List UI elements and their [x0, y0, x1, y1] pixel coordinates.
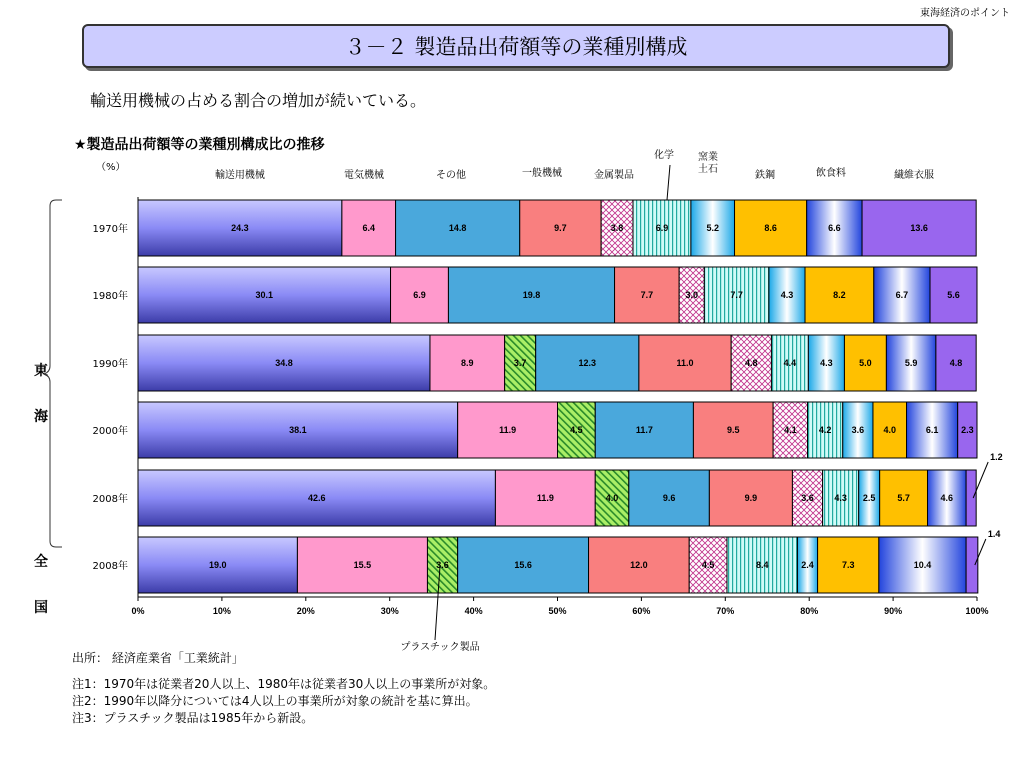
chart-title: ★製造品出荷額等の業種別構成比の推移 [74, 137, 325, 153]
data-label: 11.7 [635, 425, 653, 435]
data-label: 4.5 [570, 425, 583, 435]
slide-title: ３－２ 製造品出荷額等の業種別構成 [344, 35, 688, 59]
legend-label-cat6: 化学 [654, 150, 674, 161]
data-label: 30.1 [255, 290, 274, 300]
region-label-tokai-1: 東 [34, 363, 48, 379]
legend-label-cat8: 鉄鋼 [755, 170, 775, 181]
source-note: 出所： 経済産業省「工業統計」 [72, 651, 244, 665]
legend-label-cat7: 窯業 [698, 152, 718, 163]
notes-block [72, 676, 495, 727]
data-label: 6.6 [828, 223, 841, 233]
data-label: 1.4 [987, 529, 1001, 539]
data-label: 38.1 [289, 425, 307, 435]
legend-label-cat3: その他 [436, 170, 466, 181]
legend-label-cat7: 土石 [698, 164, 718, 175]
data-label: 3.6 [851, 425, 865, 435]
data-label: 13.6 [910, 223, 928, 233]
x-tick-label: 40% [464, 606, 483, 616]
data-label: 6.7 [895, 290, 909, 300]
data-label: 15.5 [353, 560, 372, 570]
x-tick-label: 60% [632, 606, 651, 616]
note-1: 注1：1970年は従業者20人以上、1980年は従業者30人以上の事業所が対象。 [72, 677, 496, 691]
data-label: 4.3 [820, 358, 833, 368]
data-label: 9.9 [744, 493, 758, 503]
data-label: 3.6 [801, 493, 814, 503]
row-label: 1970年 [92, 224, 128, 235]
data-label: 6.1 [925, 425, 939, 435]
x-tick-label: 100% [965, 606, 989, 616]
slide-subtitle: 輸送用機械の占める割合の増加が続いている。 [90, 91, 427, 110]
data-label: 6.9 [655, 223, 669, 233]
data-label: 15.6 [514, 560, 532, 570]
legend-label-cat1: 電気機械 [344, 170, 384, 181]
data-label: 4.4 [783, 358, 797, 368]
data-label: 12.0 [630, 560, 648, 570]
legend-label-plastics: プラスチック製品 [400, 642, 480, 653]
unit-label: （%） [96, 162, 126, 173]
note-2: 注2：1990年以降分については4人以上の事業所が対象の統計を基に算出。 [72, 694, 478, 708]
data-label: 3.6 [436, 560, 449, 570]
data-label: 4.1 [784, 425, 797, 435]
data-label: 7.7 [640, 290, 654, 300]
data-label: 8.4 [755, 560, 769, 570]
data-label: 5.0 [859, 358, 872, 368]
data-label: 4.2 [818, 425, 832, 435]
row-label: 2000年 [92, 426, 128, 437]
region-bracket-tokai [44, 200, 62, 547]
data-label: 19.0 [208, 560, 227, 570]
data-label: 1.2 [990, 452, 1003, 462]
data-label: 11.9 [499, 425, 517, 435]
legend-label-cat0: 輸送用機械 [214, 170, 265, 181]
data-label: 4.5 [701, 560, 715, 570]
legend-label-cat5: 金属製品 [594, 170, 634, 181]
data-label: 10.4 [913, 560, 932, 570]
data-label: 4.0 [883, 425, 897, 435]
data-label: 3.0 [685, 290, 698, 300]
data-label: 4.3 [780, 290, 794, 300]
data-label: 8.9 [461, 358, 474, 368]
data-label: 4.3 [834, 493, 847, 503]
x-tick-label: 0% [131, 606, 145, 616]
x-tick-label: 90% [884, 606, 903, 616]
data-label: 5.6 [947, 290, 960, 300]
row-label: 1990年 [92, 359, 128, 370]
x-tick-label: 30% [380, 606, 399, 616]
data-label: 4.6 [940, 493, 954, 503]
data-label: 9.6 [662, 493, 676, 503]
data-label: 2.5 [862, 493, 876, 503]
x-tick-label: 10% [212, 606, 231, 616]
region-label-national-2: 国 [34, 600, 48, 616]
data-label: 3.8 [610, 223, 624, 233]
data-label: 9.7 [554, 223, 567, 233]
x-tick-label: 70% [716, 606, 735, 616]
data-label: 6.9 [413, 290, 426, 300]
x-tick-label: 50% [548, 606, 567, 616]
data-label: 24.3 [231, 223, 249, 233]
legend-label-cat10: 繊維衣服 [894, 170, 934, 181]
data-label: 5.7 [897, 493, 910, 503]
data-label: 11.9 [536, 493, 554, 503]
bar-segment-cat10 [966, 470, 976, 526]
data-label: 12.3 [578, 358, 597, 368]
data-label: 4.8 [949, 358, 963, 368]
corner-label: 東海経済のポイント [920, 8, 1010, 19]
data-label: 2.4 [801, 560, 814, 570]
data-label: 19.8 [522, 290, 541, 300]
row-label: 1980年 [92, 291, 128, 302]
bar-segment-cat10 [966, 537, 978, 593]
legend-leader-chemistry [667, 165, 670, 200]
data-label: 5.2 [706, 223, 719, 233]
data-label: 3.7 [513, 358, 527, 368]
data-label: 9.5 [727, 425, 740, 435]
legend-label-cat4: 一般機械 [522, 168, 562, 179]
row-label: 2008年 [92, 494, 128, 505]
data-label: 6.4 [362, 223, 375, 233]
x-tick-label: 20% [296, 606, 315, 616]
data-label: 4.0 [605, 493, 619, 503]
data-label: 8.6 [764, 223, 777, 233]
legend-label-cat9: 飲食料 [816, 168, 846, 179]
x-tick-label: 80% [800, 606, 819, 616]
data-label: 7.7 [730, 290, 743, 300]
data-label: 34.8 [275, 358, 293, 368]
data-label: 14.8 [448, 223, 467, 233]
data-label: 42.6 [307, 493, 326, 503]
data-label: 11.0 [676, 358, 694, 368]
data-label: 7.3 [841, 560, 855, 570]
region-label-tokai-2: 海 [34, 409, 48, 425]
row-label: 2008年 [92, 561, 128, 572]
note-3: 注3：プラスチック製品は1985年から新設。 [72, 711, 314, 725]
data-label: 8.2 [833, 290, 846, 300]
region-label-national-1: 全 [34, 554, 48, 570]
data-label: 2.3 [961, 425, 974, 435]
data-label: 4.8 [745, 358, 758, 368]
data-label: 5.9 [904, 358, 918, 368]
